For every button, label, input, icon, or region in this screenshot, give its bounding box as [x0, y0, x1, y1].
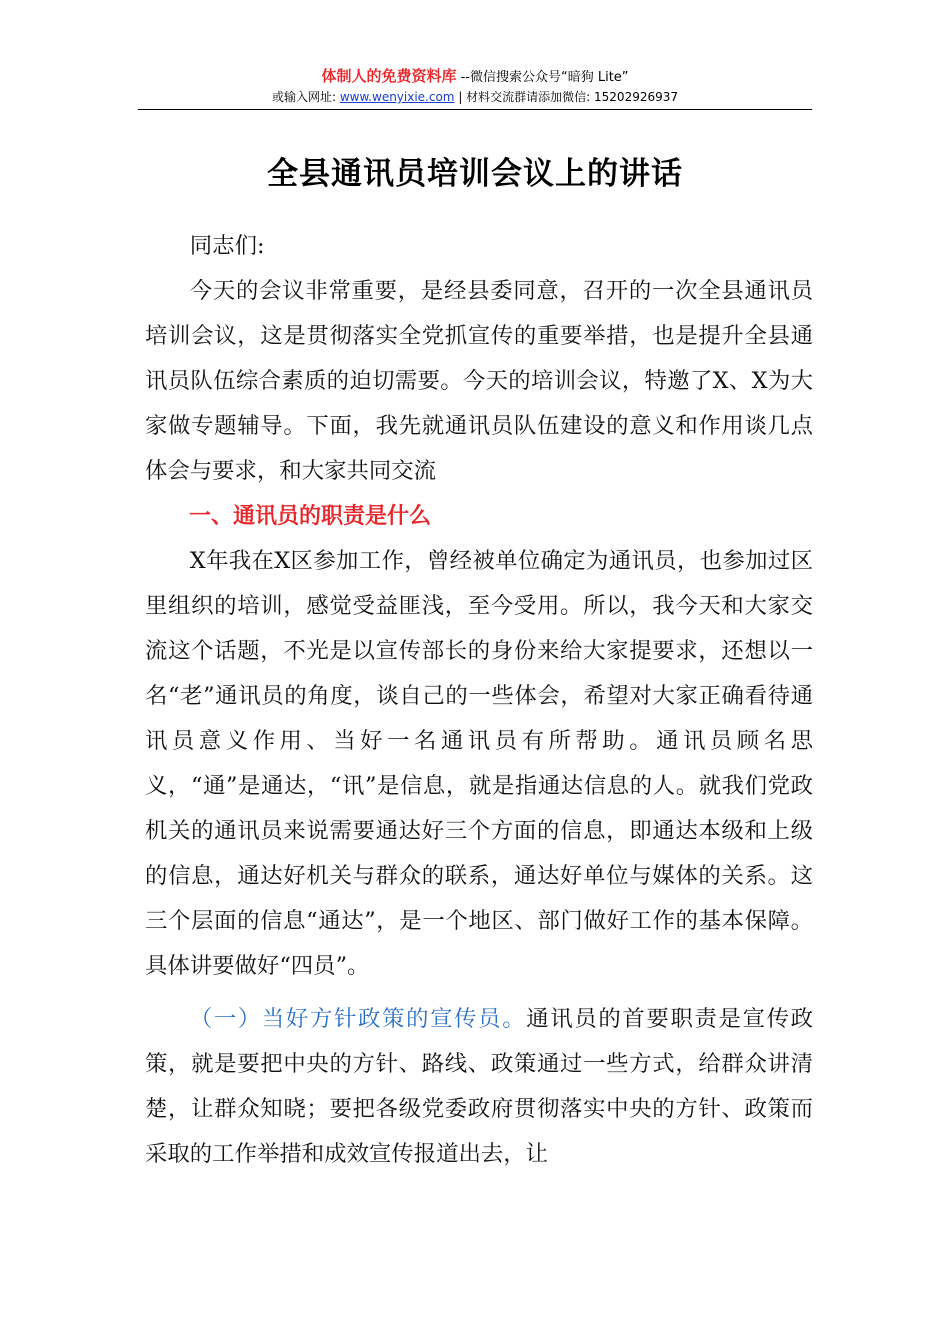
paragraph-gap [145, 989, 813, 997]
document-title: 全县通讯员培训会议上的讲话 [267, 156, 683, 192]
subsection-1-label: （一）当好方针政策的宣传员。 [189, 1006, 527, 1032]
header-contact: | 材料交流群请添加微信: 15202926937 [454, 90, 679, 104]
header-url-link[interactable]: www.wenyixie.com [339, 90, 455, 104]
document-body [145, 224, 813, 1177]
subsection-1-text: 通讯员的首要职责是宣传政策，就是要把中央的方针、路线、政策通过一些方式，给群众讲清楚，让群众知晓；要把各级党委政府贯彻落实中央的方针、政策而采取的工作举措和成效宣传报道出去，让 [145, 1006, 814, 1167]
intro-paragraph: 今天的会议非常重要，是经县委同意，召开的一次全县通讯员培训会议，这是贯彻落实全党抓宣传的重要举措，也是提升全县通讯员队伍综合素质的迫切需要。今天的培训会议，特邀了X、X为大家做专题辅导。下面，我先就通讯员队伍建设的意义和作用谈几点体会与要求，和大家共同交流 [145, 278, 813, 484]
header-url-prefix: 或输入网址: [271, 90, 340, 104]
page-header [138, 66, 812, 106]
header-tagline: --微信搜索公众号“暗狗 Lite” [456, 70, 629, 85]
header-line-1 [138, 66, 812, 88]
header-line-2 [138, 88, 812, 106]
section-1-heading: 一、通讯员的职责是什么 [189, 504, 432, 529]
subsection-1-paragraph [145, 997, 813, 1177]
salutation: 同志们: [189, 233, 265, 259]
header-brand: 体制人的免费资料库 [321, 67, 457, 85]
section-1-paragraph: X年我在X区参加工作，曾经被单位确定为通讯员，也参加过区里组织的培训，感觉受益匪浅，至今受用。所以，我今天和大家交流这个话题，不光是以宣传部长的身份来给大家提要求，还想以一名“老”通讯员的角度，谈自己的一些体会，希望对大家正确看待通讯员意义作用、当好一名通讯员有所帮助。通讯员顾名思义，“通”是通达，“讯”是信息，就是指通达信息的人。就我们党政机关的通讯员来说需要通达好三个方面的信息，即通达本级和上级的信息，通达好机关与群众的联系，通达好单位与媒体的关系。这三个层面的信息“通达”，是一个地区、部门做好工作的基本保障。具体讲要做好“四员”。 [145, 548, 813, 979]
header-divider [138, 109, 812, 110]
